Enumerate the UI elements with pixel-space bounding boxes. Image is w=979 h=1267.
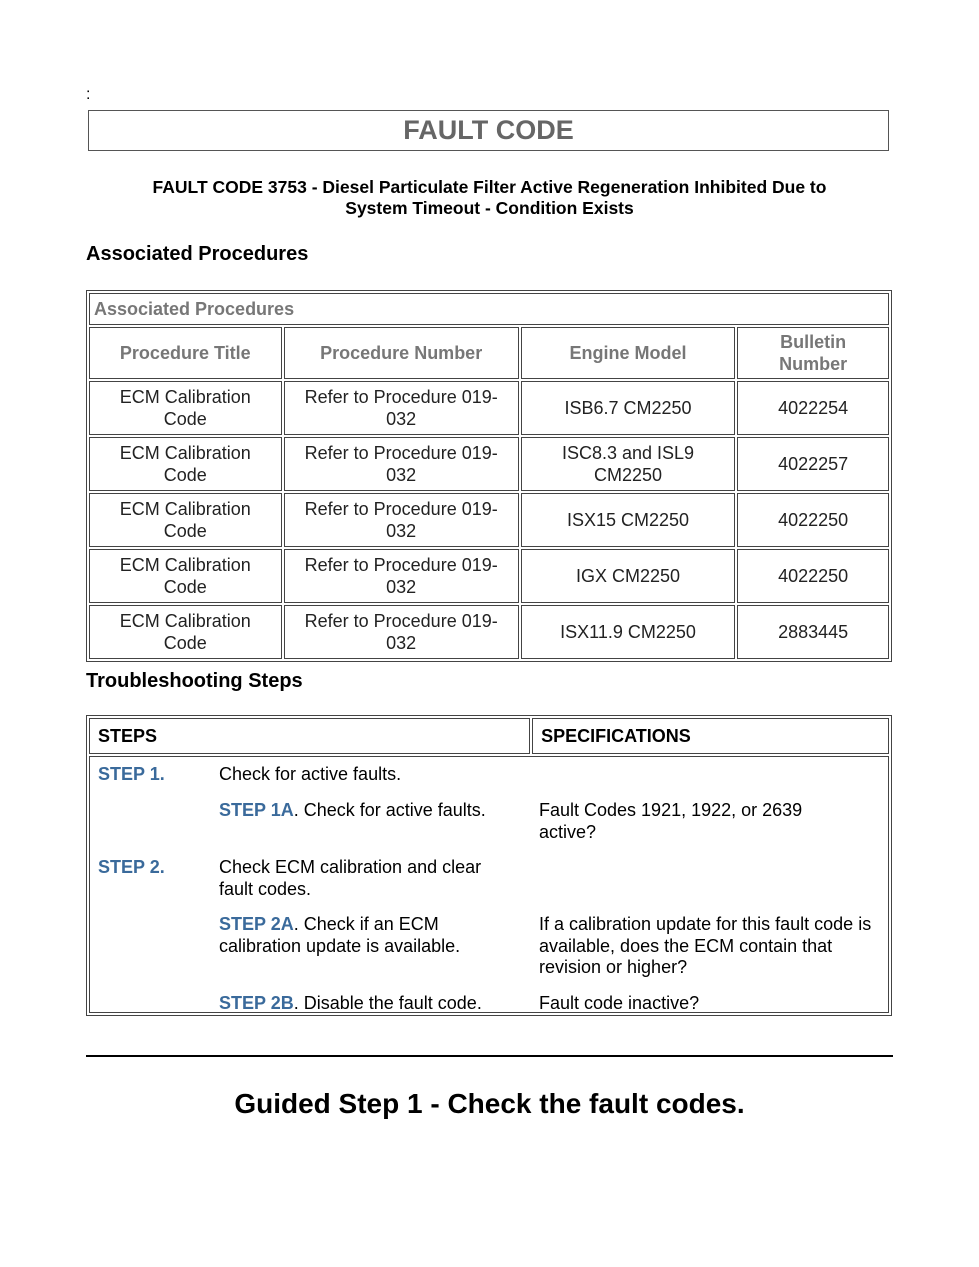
- step-1a-spec: Fault Codes 1921, 1922, or 2639 active?: [539, 800, 803, 842]
- fault-title-line1: FAULT CODE 3753 - Diesel Particulate Filter Active Regeneration Inhibited Due to: [152, 177, 827, 197]
- procedure-link[interactable]: Refer to Procedure 019-032: [284, 605, 519, 659]
- engine-model-cell: ISB6.7 CM2250: [521, 381, 735, 435]
- table-caption: Associated Procedures: [89, 293, 889, 325]
- step-2-link[interactable]: [98, 857, 165, 879]
- step-2b-text: . Disable the fault code.: [293, 993, 482, 1013]
- procedure-title-cell: ECM Calibration Code: [89, 549, 282, 603]
- bulletin-cell: 4022250: [737, 493, 889, 547]
- table-row: [89, 381, 889, 435]
- step-1a-text: . Check for active faults.: [293, 800, 486, 820]
- associated-procedures-heading: Associated Procedures: [86, 243, 309, 265]
- procedure-link[interactable]: Refer to Procedure 019-032: [284, 437, 519, 491]
- step-2a-label[interactable]: STEP 2A: [219, 914, 294, 934]
- col-header-engine-model: Engine Model: [521, 327, 735, 379]
- col-header-procedure-title: Procedure Title: [89, 327, 282, 379]
- procedure-title-cell: ECM Calibration Code: [89, 605, 282, 659]
- fault-code-title: [100, 177, 879, 219]
- step-2-text: Check ECM calibration and clear fault codes.: [219, 857, 482, 899]
- bulletin-cell: 4022254: [737, 381, 889, 435]
- section-divider: [86, 1055, 893, 1057]
- procedure-link[interactable]: Refer to Procedure 019-032: [284, 549, 519, 603]
- engine-model-cell: ISX11.9 CM2250: [521, 605, 735, 659]
- step-1-link[interactable]: [98, 764, 165, 786]
- step-2a-spec: If a calibration update for this fault code is available, does the ECM contain that revision or higher?: [539, 914, 872, 977]
- procedure-link[interactable]: Refer to Procedure 019-032: [284, 381, 519, 435]
- table-row: [89, 437, 889, 491]
- troubleshooting-table: [86, 715, 892, 1016]
- bulletin-cell: 4022250: [737, 549, 889, 603]
- step-2b: [219, 993, 529, 1015]
- engine-model-cell: ISC8.3 and ISL9 CM2250: [521, 437, 735, 491]
- step-1a: [219, 800, 519, 822]
- step-1a-label[interactable]: STEP 1A: [219, 800, 294, 820]
- step-2-label[interactable]: STEP 2.: [98, 857, 165, 877]
- step-1-text: Check for active faults.: [219, 764, 402, 784]
- troubleshooting-steps-heading: Troubleshooting Steps: [86, 670, 303, 692]
- bulletin-cell: 2883445: [737, 605, 889, 659]
- procedure-title-cell: ECM Calibration Code: [89, 493, 282, 547]
- step-2a: [219, 914, 519, 957]
- table-row: [89, 549, 889, 603]
- bulletin-cell: 4022257: [737, 437, 889, 491]
- fault-title-line2: System Timeout - Condition Exists: [345, 198, 634, 218]
- table-row: [89, 493, 889, 547]
- table-row: [89, 605, 889, 659]
- procedure-title-cell: ECM Calibration Code: [89, 381, 282, 435]
- step-1-label[interactable]: STEP 1.: [98, 764, 165, 784]
- steps-body: [89, 756, 889, 1013]
- col-header-specifications: SPECIFICATIONS: [532, 718, 889, 754]
- step-2a-text: . Check if an ECM calibration update is available.: [219, 914, 461, 956]
- col-header-procedure-number: Procedure Number: [284, 327, 519, 379]
- engine-model-cell: ISX15 CM2250: [521, 493, 735, 547]
- procedure-title-cell: ECM Calibration Code: [89, 437, 282, 491]
- engine-model-cell: IGX CM2250: [521, 549, 735, 603]
- page-colon: :: [86, 86, 91, 103]
- procedure-link[interactable]: Refer to Procedure 019-032: [284, 493, 519, 547]
- col-header-steps: STEPS: [89, 718, 530, 754]
- fault-code-banner: FAULT CODE: [88, 110, 889, 151]
- step-2b-label[interactable]: STEP 2B: [219, 993, 294, 1013]
- guided-step-title: Guided Step 1 - Check the fault codes.: [234, 1088, 745, 1119]
- step-2b-spec: Fault code inactive?: [539, 993, 700, 1013]
- associated-procedures-table: [86, 290, 892, 662]
- col-header-bulletin-number: Bulletin Number: [737, 327, 889, 379]
